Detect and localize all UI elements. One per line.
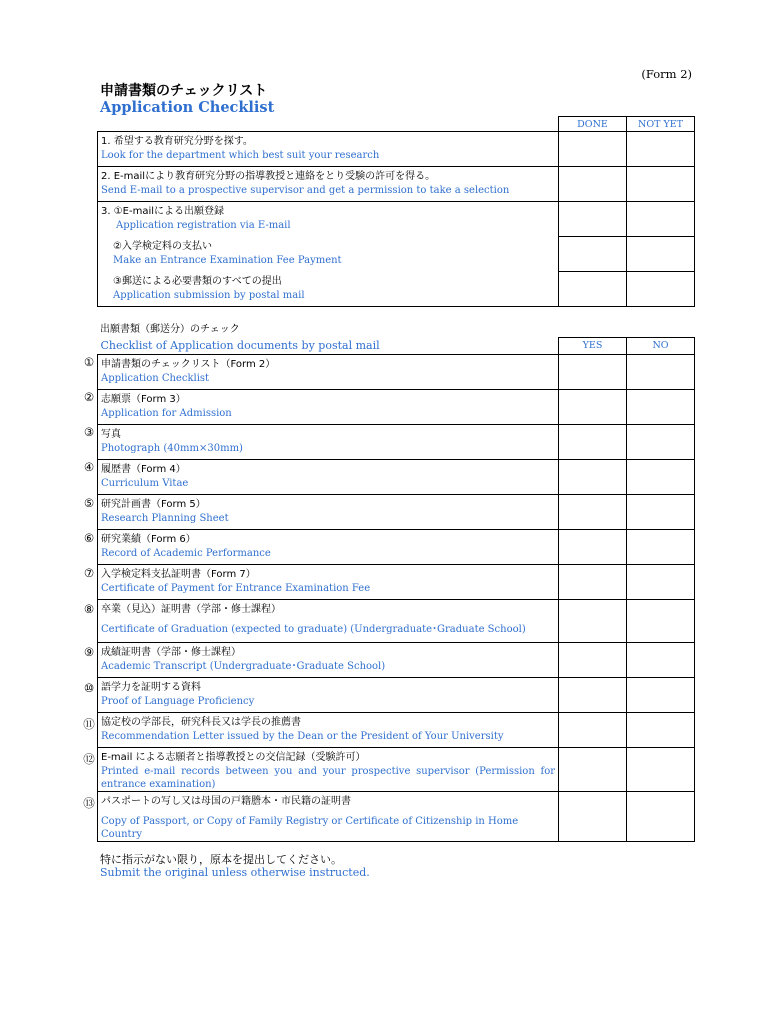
not-yet-header: NOT YET xyxy=(627,117,695,132)
yes-checkbox[interactable] xyxy=(559,424,627,459)
no-checkbox[interactable] xyxy=(627,529,695,564)
checklist-row xyxy=(98,132,695,167)
item-en: Send E-mail to a prospective supervisor and get a permission to take a selection xyxy=(101,185,510,196)
item-jp: 3. ①E-mailによる出願登録 xyxy=(101,206,225,217)
item-number: ⑩ xyxy=(83,681,95,695)
not-yet-checkbox[interactable] xyxy=(627,202,695,237)
no-checkbox[interactable] xyxy=(627,791,695,841)
item-jp: 研究業績（Form 6） xyxy=(101,533,196,545)
item-en: Copy of Passport, or Copy of Family Registry or Certificate of Citizenship in Home Country xyxy=(101,815,519,840)
document-row xyxy=(98,564,695,599)
item-number: ⑫ xyxy=(83,752,95,766)
item-number: ④ xyxy=(83,460,95,474)
no-checkbox[interactable] xyxy=(627,747,695,791)
note-jp: 特に指示がない限り，原本を提出してください。 xyxy=(100,853,342,866)
item-jp: ③郵送による必要書類のすべての提出 xyxy=(113,275,282,287)
item-jp: 申請書類のチェックリスト（Form 2） xyxy=(101,358,276,370)
no-checkbox[interactable] xyxy=(627,712,695,747)
yes-checkbox[interactable] xyxy=(559,791,627,841)
item-en: Certificate of Payment for Entrance Examination Fee xyxy=(101,582,371,594)
yes-checkbox[interactable] xyxy=(559,494,627,529)
document-row xyxy=(98,677,695,712)
no-checkbox[interactable] xyxy=(627,642,695,677)
yes-checkbox[interactable] xyxy=(559,712,627,747)
yes-checkbox[interactable] xyxy=(559,529,627,564)
yes-checkbox[interactable] xyxy=(559,459,627,494)
checklist-row xyxy=(98,237,695,272)
item-jp: E-mail による志願者と指導教授との交信記録（受験許可） xyxy=(101,751,366,763)
done-checkbox[interactable] xyxy=(559,237,627,272)
yes-checkbox[interactable] xyxy=(559,599,627,642)
done-checkbox[interactable] xyxy=(559,167,627,202)
item-number: ① xyxy=(83,355,95,369)
item-en: Application registration via E-mail xyxy=(116,220,291,231)
no-checkbox[interactable] xyxy=(627,459,695,494)
item-text xyxy=(98,202,559,237)
no-checkbox[interactable] xyxy=(627,494,695,529)
no-header: NO xyxy=(627,338,695,355)
no-checkbox[interactable] xyxy=(627,424,695,459)
item-en: Recommendation Letter issued by the Dean or the President of Your University xyxy=(101,730,504,742)
done-checkbox[interactable] xyxy=(559,272,627,307)
page-title-jp: 申請書類のチェックリスト xyxy=(100,83,268,99)
note-en: Submit the original unless otherwise instructed. xyxy=(100,866,370,879)
item-en: Look for the department which best suit your research xyxy=(101,150,380,161)
section2-title-en: Checklist of Application documents by postal mail xyxy=(100,339,380,352)
yes-checkbox[interactable] xyxy=(559,564,627,599)
document-row xyxy=(98,791,695,841)
item-jp: 履歴書（Form 4） xyxy=(101,463,186,475)
item-jp: 協定校の学部長，研究科長又は学長の推薦書 xyxy=(101,716,301,728)
item-en: Proof of Language Proficiency xyxy=(101,695,255,707)
page-title-en: Application Checklist xyxy=(100,99,275,116)
item-jp: ②入学検定料の支払い xyxy=(113,240,212,252)
done-checkbox[interactable] xyxy=(559,202,627,237)
item-en: Application for Admission xyxy=(101,407,232,419)
not-yet-checkbox[interactable] xyxy=(627,167,695,202)
item-en: Application Checklist xyxy=(101,372,210,384)
section2-title-jp: 出願書類（郵送分）のチェック xyxy=(100,324,240,335)
no-checkbox[interactable] xyxy=(627,564,695,599)
document-row xyxy=(98,642,695,677)
document-row xyxy=(98,529,695,564)
item-number: ⑪ xyxy=(83,717,95,731)
procedure-checklist-table xyxy=(97,116,695,307)
item-jp: 1. 希望する教育研究分野を探す。 xyxy=(101,136,253,147)
done-header: DONE xyxy=(559,117,627,132)
yes-header: YES xyxy=(559,338,627,355)
item-en: Make an Entrance Examination Fee Payment xyxy=(113,254,342,266)
documents-checklist-table xyxy=(97,337,695,842)
not-yet-checkbox[interactable] xyxy=(627,237,695,272)
yes-checkbox[interactable] xyxy=(559,747,627,791)
item-number: ⑥ xyxy=(83,531,95,545)
form-label: (Form 2) xyxy=(641,67,692,81)
item-text xyxy=(98,272,559,307)
document-row xyxy=(98,459,695,494)
item-number: ⑦ xyxy=(83,566,95,580)
item-jp: パスポートの写し又は母国の戸籍謄本・市民籍の証明書 xyxy=(101,795,351,807)
item-jp: 写真 xyxy=(101,428,121,440)
item-text xyxy=(98,237,559,272)
item-en: Curriculum Vitae xyxy=(101,477,189,489)
item-number: ⑤ xyxy=(83,496,95,510)
yes-checkbox[interactable] xyxy=(559,642,627,677)
item-number: ⑧ xyxy=(83,602,95,616)
item-jp: 語学力を証明する資料 xyxy=(101,681,201,693)
item-jp: 2. E-mailにより教育研究分野の指導教授と連絡をとり受験の許可を得る。 xyxy=(101,171,436,182)
item-en: Academic Transcript (Undergraduate･Graduate School) xyxy=(101,660,386,672)
item-jp: 研究計画書（Form 5） xyxy=(101,498,206,510)
item-en: Printed e-mail records between you and your prospective supervisor (Permission for entrance examination) xyxy=(101,765,555,790)
checklist-row xyxy=(98,167,695,202)
item-en: Research Planning Sheet xyxy=(101,512,229,524)
no-checkbox[interactable] xyxy=(627,677,695,712)
document-row xyxy=(98,389,695,424)
item-en: Certificate of Graduation (expected to graduate) (Undergraduate･Graduate School) xyxy=(101,623,526,635)
not-yet-checkbox[interactable] xyxy=(627,272,695,307)
document-row xyxy=(98,354,695,389)
document-row xyxy=(98,494,695,529)
item-jp: 卒業（見込）証明書（学部・修士課程） xyxy=(101,603,281,615)
document-row xyxy=(98,712,695,747)
no-checkbox[interactable] xyxy=(627,354,695,389)
done-checkbox[interactable] xyxy=(559,132,627,167)
item-text xyxy=(98,132,559,167)
item-en: Record of Academic Performance xyxy=(101,547,271,559)
item-jp: 志願票（Form 3） xyxy=(101,393,186,405)
item-number: ③ xyxy=(83,425,95,439)
item-number: ② xyxy=(83,390,95,404)
item-jp: 成績証明書（学部・修士課程） xyxy=(101,646,241,658)
not-yet-checkbox[interactable] xyxy=(627,132,695,167)
document-row xyxy=(98,599,695,642)
no-checkbox[interactable] xyxy=(627,389,695,424)
item-number: ⑨ xyxy=(83,645,95,659)
document-row xyxy=(98,747,695,791)
yes-checkbox[interactable] xyxy=(559,354,627,389)
no-checkbox[interactable] xyxy=(627,599,695,642)
yes-checkbox[interactable] xyxy=(559,389,627,424)
document-row xyxy=(98,424,695,459)
checklist-row xyxy=(98,272,695,307)
item-en: Application submission by postal mail xyxy=(113,289,305,301)
yes-checkbox[interactable] xyxy=(559,677,627,712)
checklist-row xyxy=(98,202,695,237)
item-text xyxy=(98,167,559,202)
item-jp: 入学検定料支払証明書（Form 7） xyxy=(101,568,256,580)
item-en: Photograph (40mm×30mm) xyxy=(101,442,243,454)
item-number: ⑬ xyxy=(83,796,95,810)
